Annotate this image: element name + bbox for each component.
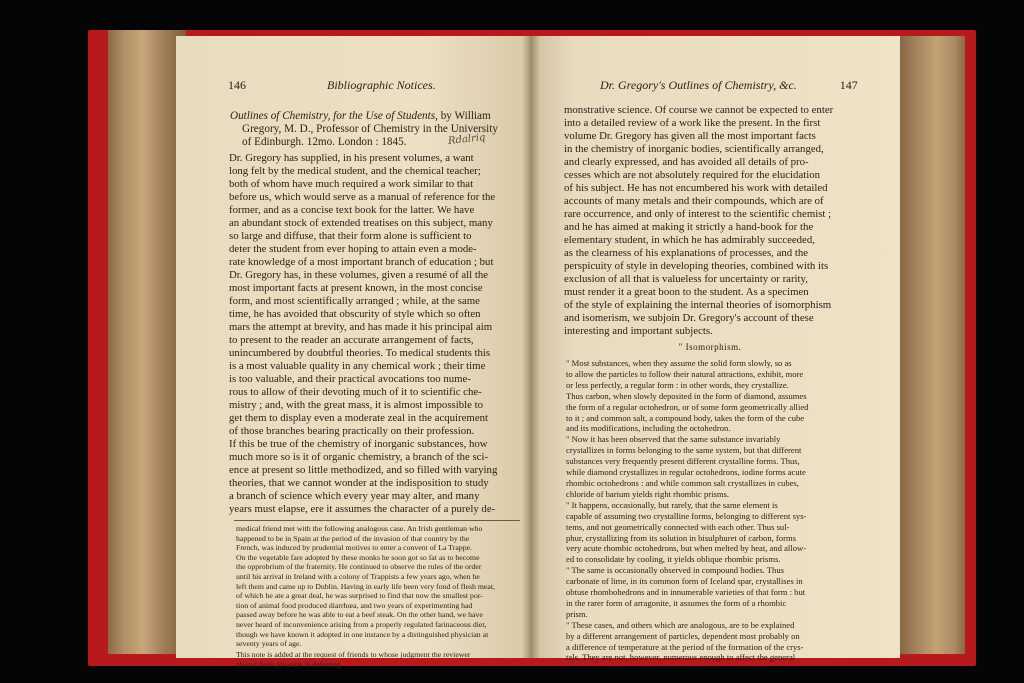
footnote-note: This note is added at the request of friends to whose judgment the reviewer always feels pleasure in deferring. xyxy=(236,650,471,669)
left-running-title: Bibliographic Notices. xyxy=(327,78,436,92)
right-page xyxy=(530,36,900,663)
right-running-head xyxy=(600,78,858,93)
right-page-number: 147 xyxy=(839,78,858,92)
review-title xyxy=(230,110,516,123)
section-heading-isomorphism: " Isomorphism. xyxy=(678,342,742,352)
isomorphism-quote: " Most substances, when they assume the solid form slowly, so as to allow the particles to follow their natural attractions, exhibit, more or less perfectly, a regular form : in other words, they crystallize. Thus carbon, when slowly deposited in the form of diamond, assumes the form of a regular octohedron, or of some form geometrically allied to it ; and common salt, a compound body, takes the form of the cube and its modifications, including the octohedron. " Now it has been observed that the same substance invariably crystallizes in forms belonging to the same system, but that different substances very frequently present different crystalline forms. Thus, while diamond crystallizes in regular octohedrons, iodine forms acute rhombic octohedrons : and while common salt crystallizes in cubes, chloride of barium yields right rhombic prisms. " It happens, occasionally, but rarely, that the same element is capable of assuming two crystalline forms, belonging to different sys- tems, and not geometrically connected with each other. Thus sul- phur, crystallizing from its solution in bisulphuret of carbon, forms very acute rhombic octohedrons, but when melted by heat, and allow- ed to consolidate by cooling, it yields oblique rhombic prisms. " The same is occasionally observed in compound bodies. Thus carbonate of lime, in its common form of Iceland spar, crystallises in obtuse rhombohedrons and in innumerable varieties of that form : but in the rarer form of arragonite, it assumes the form of a rhombic prism. " These cases, and others which are analogous, are to be explained by a different arrangement of particles, dependent most probably on a difference of temperature at the period of the formation of the crys- tals. They are not, however, numerous enough to affect the general xyxy=(566,358,809,663)
book-gutter xyxy=(522,36,540,658)
right-running-title: Dr. Gregory's Outlines of Chemistry, &c. xyxy=(600,78,797,92)
left-page-edges xyxy=(108,30,186,654)
left-body-text: Dr. Gregory has supplied, in his present volumes, a want long felt by the medical student, and the chemical teacher; both of whom have much required a work similar to that before us, which would serve as a manual of reference for the former, and as a concise text book for the latter. We have an abundant stock of extended treatises on this subject, many so large and diffuse, that their form alone is sufficient to deter the student from ever hoping to attain even a mode- rate knowledge of a most important branch of education ; but Dr. Gregory has, in these volumes, given a resumé of all the most important facts at present known, in the most concise form, and most scientifically arranged ; while, at the same time, he has avoided that obscurity of style which so often mars the attempt at brevity, and has made it his principal aim to present to the reader an accurate arrangement of facts, unincumbered by doubtful theories. To medical students this is a most valuable quality in any chemical work ; their time is too valuable, and their practical avocations too nume- rous to allow of their devoting much of it to scientific che- mistry ; and, with the great mass, it is almost impossible to get them to display even a moderate zeal in the acquirement of those branches bearing practically on their profession. If this be true of the chemistry of inorganic substances, how much more so is it of organic chemistry, a branch of the sci- ence at present so little methodized, and so filled with varying theories, that we cannot wonder at the indisposition to study a branch of science which every year may alter, and many years must elapse, ere it assumes the character of a purely de- xyxy=(229,152,498,515)
book-author-prefix: by William xyxy=(437,110,491,122)
right-page-edges xyxy=(893,36,965,654)
footnote-rule xyxy=(234,520,520,521)
right-body-text: monstrative science. Of course we cannot be expected to enter into a detailed review of a work like the present. In the first volume Dr. Gregory has given all the most important facts in the chemistry of inorganic bodies, scientifically arranged, and clearly expressed, and has avoided all details of pro- cesses which are not absolutely required for the elucidation of his subject. He has not encumbered his work with detailed accounts of many metals and their compounds, which are of rare occurrence, and only of interest to the scientific chemist ; and he has aimed at making it strictly a hand-book for the elementary student, in which he has admirably succeeded, as the clearness of his explanations of processes, and the perspicuity of style in developing theories, combined with its exclusion of all that is valueless for uncertainty or rarity, must render it a great boon to the student. As a specimen of the style of explaining the internal theories of isomorphism and isomerism, we subjoin Dr. Gregory's account of these interesting and important subjects. xyxy=(564,104,834,337)
book-title: Outlines of Chemistry, for the Use of Students, xyxy=(230,110,438,122)
left-page-number: 146 xyxy=(228,78,246,92)
handwritten-signature: Rdalriq xyxy=(447,132,486,147)
book-publication-line: of Edinburgh. 12mo. London : 1845. xyxy=(242,136,407,148)
book-author-line: Gregory, M. D., Professor of Chemistry in the University xyxy=(242,123,498,135)
left-running-head xyxy=(228,78,436,93)
footnote-text: medical friend met with the following analogous case. An Irish gentleman who happened to be in Spain at the period of the invasion of that country by the French, was induced by prudential motives to enter a convent of La Trappe. On the vegetable fare adopted by these monks he soon got so fat as to become the opprobrium of the fraternity. He continued to observe the rules of the order until his arrival in Ireland with a colony of Trappists a few years ago, when he left them and came up to Dublin. Having in early life been very fond of flesh meat, of which he ate a great deal, he was surprised to find that now the smallest por- tion of animal food produced diarrhœa, and two years of experimenting had passed away before he was able to eat a beef steak. On the other hand, we have never heard of inconvenience arising from a properly regulated farinaceous diet, though we have known it adopted in one instance by a distinguished physician at seventy years of age. xyxy=(236,524,495,649)
left-page xyxy=(176,36,530,669)
